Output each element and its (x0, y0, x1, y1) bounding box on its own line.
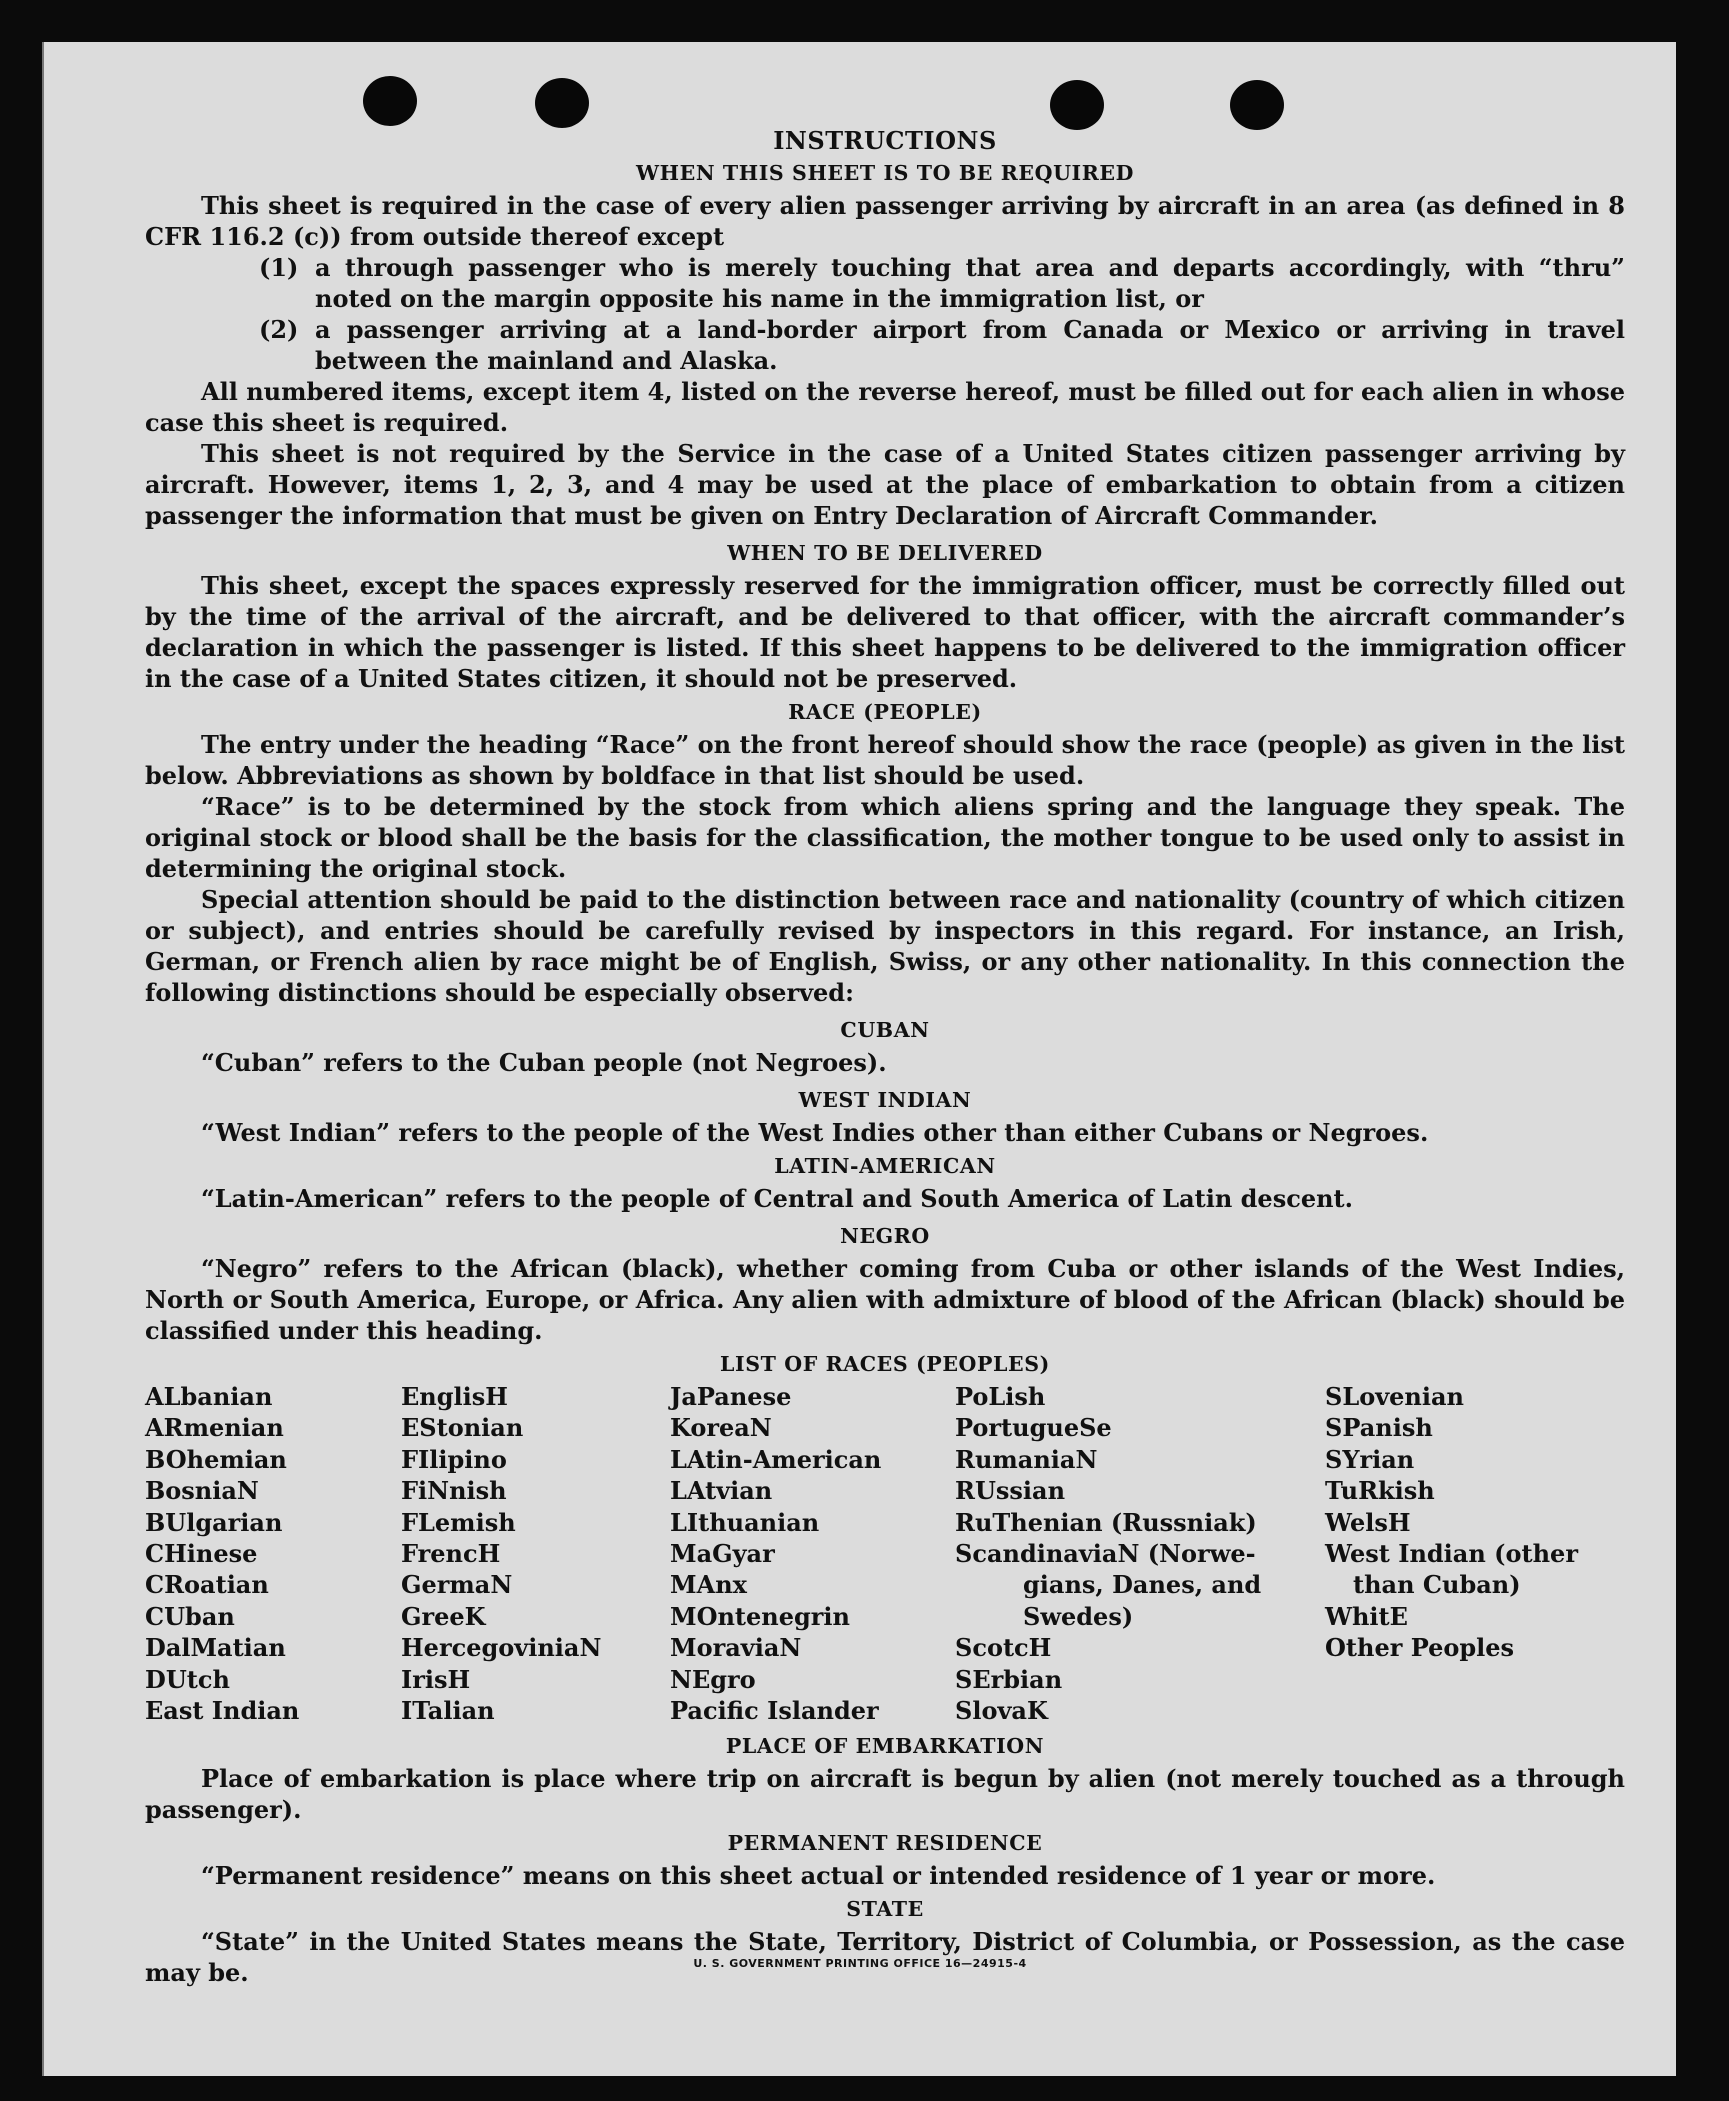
race-entry: LAtvian (670, 1476, 773, 1506)
race-entry: ITalian (401, 1696, 495, 1726)
race-entry: ScotcH (955, 1633, 1052, 1663)
race-entry: SLovenian (1325, 1382, 1464, 1411)
race-column-1 (145, 1381, 401, 1726)
race-column-5 (1325, 1381, 1625, 1726)
negro-text: “Negro” refers to the African (black), whether coming from Cuba or other islands of the West Indies, North or South America, Europe, or Africa. Any alien with admixture of blood of the African (black) should be classified under this heading. (145, 1254, 1625, 1345)
race-entry: GreeK (401, 1601, 486, 1631)
race-entry: EStonian (401, 1413, 524, 1443)
race-entry: ALbanian (145, 1382, 273, 1411)
heading-when-required: WHEN THIS SHEET IS TO BE REQUIRED (636, 161, 1134, 185)
race-entry: PoLish (955, 1382, 1046, 1411)
punch-hole (1050, 80, 1104, 130)
race-entry: LIthuanian (670, 1507, 820, 1537)
race-entry: IrisH (401, 1664, 471, 1694)
race-entry: MAnx (670, 1570, 747, 1600)
race-column-4 (955, 1381, 1325, 1726)
race-entry: PortugueSe (955, 1413, 1112, 1443)
race-entry: EnglisH (401, 1382, 508, 1411)
race-entry: East Indian (145, 1696, 300, 1726)
race-entry: Pacific Islander (670, 1696, 879, 1726)
race-entry: TuRkish (1325, 1476, 1435, 1506)
race-entry: GermaN (401, 1570, 513, 1600)
race-entry: MOntenegrin (670, 1601, 850, 1631)
race-entry: CRoatian (145, 1570, 269, 1600)
race-entry: RumaniaN (955, 1444, 1098, 1474)
race-entry: DalMatian (145, 1633, 286, 1663)
race-entry: FrencH (401, 1539, 501, 1569)
residence-text: “Permanent residence” means on this sheet actual or intended residence of 1 year or more. (201, 1861, 1436, 1891)
heading-latin-american: LATIN-AMERICAN (774, 1154, 996, 1178)
race-entry: SErbian (955, 1664, 1063, 1694)
race-entry: FIlipino (401, 1444, 507, 1474)
race-entry: ScandinaviaN (Norwe- (955, 1539, 1256, 1569)
race-entry: CHinese (145, 1539, 258, 1569)
race-column-2 (401, 1381, 670, 1726)
document-page (42, 42, 1676, 2076)
exception-item: (2) a passenger arriving at a land-border airport from Canada or Mexico or arriving in travel between the mainland and Alaska. (259, 315, 1625, 375)
race-entry: HercegoviniaN (401, 1633, 602, 1663)
heading-negro: NEGRO (840, 1224, 930, 1248)
race-entry: SlovaK (955, 1696, 1048, 1726)
race-entry: FLemish (401, 1507, 516, 1537)
race-entry: RuThenian (Russniak) (955, 1507, 1257, 1537)
heading-list-of-races: LIST OF RACES (PEOPLES) (720, 1352, 1050, 1376)
required-intro: This sheet is required in the case of every alien passenger arriving by aircraft in an area (as defined in 8 CFR 116.2 (c)) from outside thereof except (145, 191, 1625, 251)
heading-west-indian: WEST INDIAN (798, 1088, 972, 1112)
race-entry-continued: gians, Danes, and (1023, 1570, 1262, 1600)
race-entry: BosniaN (145, 1476, 259, 1506)
race-entry: NEgro (670, 1664, 756, 1694)
heading-race: RACE (PEOPLE) (788, 700, 982, 724)
race-entry: RUssian (955, 1476, 1066, 1506)
race-entry: ARmenian (145, 1413, 284, 1443)
race-entry: FiNnish (401, 1476, 507, 1506)
instructions-body (145, 126, 1625, 1988)
race-entry-continued: than Cuban) (1353, 1570, 1521, 1600)
race-entry: MoraviaN (670, 1633, 802, 1663)
punch-hole (535, 78, 589, 128)
required-paragraph: All numbered items, except item 4, listed on the reverse hereof, must be filled out for each alien in whose case this sheet is required. (145, 377, 1625, 437)
race-list (145, 1381, 1625, 1726)
race-entry: BUlgarian (145, 1507, 283, 1537)
race-paragraph: “Race” is to be determined by the stock from which aliens spring and the language they speak. The original stock or blood shall be the basis for the classification, the mother tongue to be used only to assist in determining the original stock. (145, 792, 1625, 883)
heading-permanent-residence: PERMANENT RESIDENCE (727, 1831, 1043, 1856)
race-entry: DUtch (145, 1664, 230, 1694)
race-paragraph: Special attention should be paid to the distinction between race and nationality (country of which citizen or subject), and entries should be carefully revised by inspectors in this regard. For instance, an Irish, German, or French alien by race might be of English, Swiss, or any other nationality. In this connection the following distinctions should be especially observed: (145, 885, 1625, 1007)
race-entry: WhitE (1325, 1601, 1408, 1631)
race-entry: SPanish (1325, 1413, 1433, 1443)
race-column-3 (670, 1381, 955, 1726)
race-entry-continued: Swedes) (1023, 1601, 1134, 1631)
race-entry: LAtin-American (670, 1444, 882, 1474)
heading-state: STATE (846, 1897, 924, 1922)
latin-american-text: “Latin-American” refers to the people of Central and South America of Latin descent. (201, 1184, 1353, 1213)
heading-when-delivered: WHEN TO BE DELIVERED (727, 541, 1043, 565)
delivered-text: This sheet, except the spaces expressly reserved for the immigration officer, must be correctly filled out by the time of the arrival of the aircraft, and be delivered to that officer, with the aircraft commander’s declaration in which the passenger is listed. If this sheet happens to be delivered to the immigration officer in the case of a United States citizen, it should not be preserved. (145, 571, 1625, 693)
race-entry: WelsH (1325, 1507, 1411, 1537)
printing-office-footer: U. S. GOVERNMENT PRINTING OFFICE 16—24915-4 (693, 1957, 1027, 1970)
race-entry: SYrian (1325, 1444, 1415, 1474)
page-title: INSTRUCTIONS (773, 126, 997, 155)
race-entry: MaGyar (670, 1539, 775, 1569)
heading-cuban: CUBAN (840, 1018, 930, 1042)
punch-hole (363, 76, 417, 126)
race-entry: West Indian (other (1325, 1539, 1578, 1569)
exception-item: (1) a through passenger who is merely touching that area and departs accordingly, with “thru” noted on the margin opposite his name in the immigration list, or (259, 253, 1625, 313)
west-indian-text: “West Indian” refers to the people of the West Indies other than either Cubans or Negroes. (201, 1118, 1429, 1147)
state-text: “State” in the United States means the State, Territory, District of Columbia, or Possession, as the case may be. (145, 1927, 1625, 1988)
cuban-text: “Cuban” refers to the Cuban people (not Negroes). (201, 1048, 887, 1077)
punch-hole (1230, 80, 1284, 130)
embarkation-text: Place of embarkation is place where trip on aircraft is begun by alien (not merely touched as a through passenger). (145, 1764, 1625, 1825)
race-paragraph: The entry under the heading “Race” on the front hereof should show the race (people) as given in the list below. Abbreviations as shown by boldface in that list should be used. (145, 730, 1625, 790)
race-entry: JaPanese (670, 1382, 792, 1411)
required-paragraph: This sheet is not required by the Service in the case of a United States citizen passenger arriving by aircraft. However, items 1, 2, 3, and 4 may be used at the place of embarkation to obtain from a citizen passenger the information that must be given on Entry Declaration of Aircraft Commander. (145, 439, 1625, 530)
heading-place-of-embarkation: PLACE OF EMBARKATION (725, 1734, 1045, 1759)
race-entry: CUban (145, 1601, 235, 1631)
race-entry: KoreaN (670, 1413, 772, 1443)
race-entry: Other Peoples (1325, 1633, 1515, 1663)
race-entry: BOhemian (145, 1444, 287, 1474)
